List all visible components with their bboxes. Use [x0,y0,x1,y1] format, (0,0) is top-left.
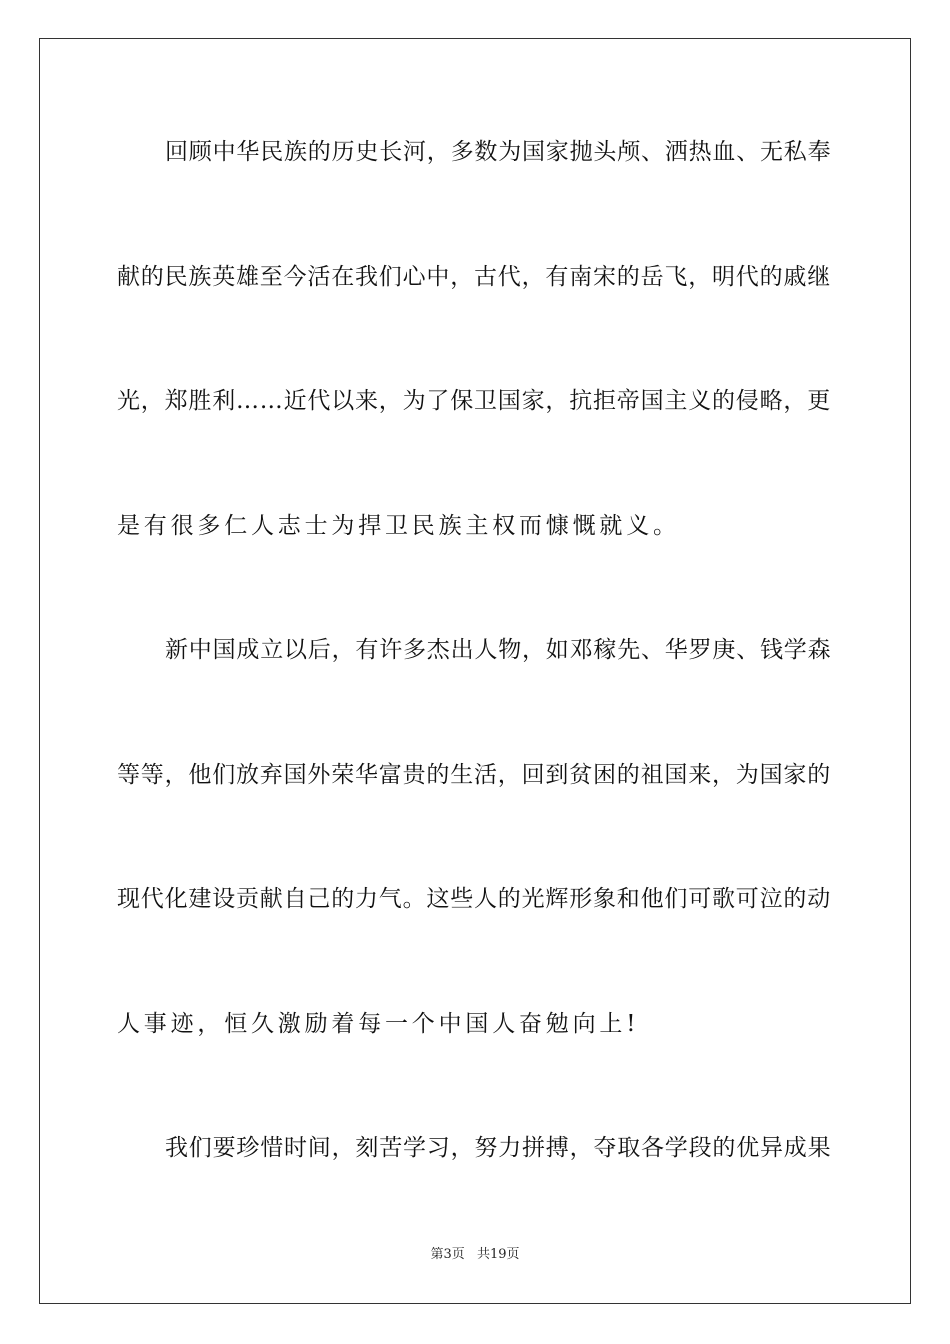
page-total: 共19页 [476,1247,520,1262]
paragraph-2-line-1: 新中国成立以后，有许多杰出人物，如邓稼先、华罗庚、钱学森 [165,637,832,663]
paragraph-1-line-3: 光，郑胜利……近代以来，为了保卫国家，抗拒帝国主义的侵略，更 [117,388,831,414]
paragraph-1-line-2: 献的民族英雄至今活在我们心中，古代，有南宋的岳飞，明代的戚继 [117,264,831,290]
paragraph-2-line-3: 现代化建设贡献自己的力气。这些人的光辉形象和他们可歌可泣的动 [117,886,831,912]
page-footer [0,1246,950,1264]
paragraph-1-line-4: 是有很多仁人志士为捍卫民族主权而慷慨就义。 [117,513,680,539]
page-number: 第3页 [430,1247,465,1262]
paragraph-1-line-1: 回顾中华民族的历史长河，多数为国家抛头颅、洒热血、无私奉 [165,139,832,165]
page-border [39,38,911,1304]
paragraph-3-line-1: 我们要珍惜时间，刻苦学习，努力拼搏，夺取各学段的优异成果 [165,1135,832,1161]
paragraph-2-line-4: 人事迹，恒久激励着每一个中国人奋勉向上! [117,1011,640,1037]
paragraph-2-line-2: 等等，他们放弃国外荣华富贵的生活，回到贫困的祖国来，为国家的 [117,762,831,788]
